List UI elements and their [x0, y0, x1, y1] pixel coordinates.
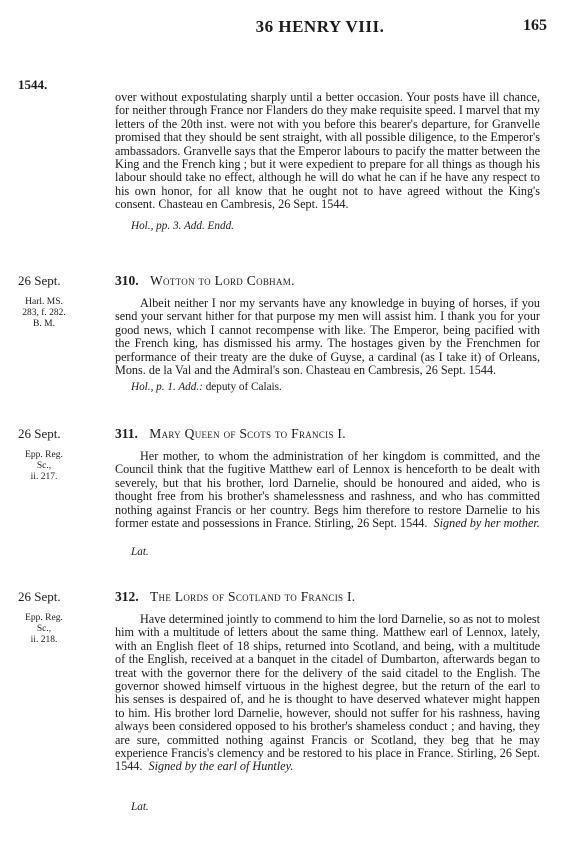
entry-312-paragraph	[115, 613, 540, 774]
entry-310-heading	[115, 273, 295, 289]
reference-line: Harl. MS.	[25, 297, 63, 307]
entry-311-date: 26 Sept.	[18, 426, 61, 441]
entry-312-date: 26 Sept.	[18, 589, 61, 604]
note-plain: deputy of Calais.	[202, 381, 282, 393]
entry-311-text: Her mother, to whom the administration of her kingdom is committed, and the Council think that the fugitive Matthew earl of Lennox is henceforth to be dealt with severely, but that his brother, lord Darnelie, should be honoured and aided, who is thought free from his brother's shamelessness and rashness, and who has committed nothing against Francis or her country. Begs him therefore to restore Darnelie to his former estate and possessions in France. Stirling, 26 Sept. 1544.	[115, 449, 540, 531]
margin-year: 1544.	[18, 77, 48, 92]
note-italic: Hol., p. 1. Add.:	[131, 381, 203, 393]
page-header	[0, 17, 567, 39]
entry-311-heading	[115, 426, 346, 442]
entry-310-title: Wotton to Lord Cobham.	[150, 273, 295, 288]
entry-311-note: Lat.	[131, 546, 149, 558]
entry-310-paragraph: Albeit neither I nor my servants have any knowledge in buying of horses, if you send your servant hither for that purpose my men will assist him. I thank you for your good news, which I cannot recompense with like. The Emperor, being pacified with the French king, has dismissed his army. The hostages given by the Frenchmen for performance of their treaty are the duke of Guyse, a cardinal (as I take it) of Orleans, Mons. de la Val and the Admiral's son. Chasteau en Cambresis, 26 Sept. 1544.	[115, 296, 540, 378]
continuation-paragraph: over without expostulating sharply until a better occasion. Your posts have ill chance, for neither through France nor Flanders do they make requisite speed. I marvel that my letters of the 20th inst. were not with you before this bearer's departure, for Granvelle promised that they should be sent straight, with all possible diligence, to the Emperor's ambassadors. Granvelle says that the Emperor labours to pacify the matter between the King and the French king ; but it were expedient to prepare for all things as though his labour should take no effect, although he will do what he can if he have any respect to his own honor, for all know that he ought not to have agreed without the King's consent. Chasteau en Cambresis, 26 Sept. 1544.	[115, 90, 540, 212]
reference-line: Epp. Reg. Sc.,	[25, 613, 63, 634]
entry-312-number: 312.	[115, 589, 139, 604]
entry-312-note: Lat.	[131, 801, 149, 813]
entry-311-signature: Signed by her mother.	[433, 516, 540, 531]
reference-line: B. M.	[33, 319, 55, 329]
entry-311-title: Mary Queen of Scots to Francis I.	[149, 426, 346, 441]
entry-310-note	[131, 381, 282, 394]
entry-312-heading	[115, 589, 355, 605]
reference-line: 283, f. 282.	[22, 308, 66, 318]
entry-311-number: 311.	[115, 426, 138, 441]
running-title: 36 HENRY VIII.	[255, 17, 385, 36]
continuation-note: Hol., pp. 3. Add. Endd.	[131, 220, 234, 232]
entry-310-number: 310.	[115, 273, 139, 288]
entry-312-text: Have determined jointly to commend to him the lord Darnelie, so as not to molest him with a multitude of letters about the same thing. Matthew earl of Lennox, lately, with an English fleet of 18 ships, returned into Scotland, and being, with a multitude of the English, received at a banquet in the citadel of Dumbarton, afterwards began to treat with the governor there for the delivery of the said citadel to the English. The governor showed himself virtuous in the highest degree, but the return of the earl to his senses is despaired of, and he is thought to have deserved whatever might happen to him. His brother lord Darnelie, however, should not suffer for his rashness, having always been considered opposed to his brother's shameless conduct ; and having, they are sure, committed nothing against Francis or Scotland, they beg that he may experience Francis's clemency and be restored to his place in France. Stirling, 26 Sept. 1544.	[115, 612, 540, 774]
entry-311-paragraph	[115, 450, 540, 530]
reference-line: ii. 218.	[30, 635, 58, 645]
entry-311-reference	[18, 450, 70, 483]
entry-310-date: 26 Sept.	[18, 273, 61, 288]
page-number: 165	[523, 17, 547, 34]
reference-line: ii. 217.	[30, 472, 58, 482]
reference-line: Epp. Reg. Sc.,	[25, 450, 63, 471]
entry-312-title: The Lords of Scotland to Francis I.	[150, 589, 356, 604]
entry-312-reference	[18, 613, 70, 646]
entry-312-signature: Signed by the earl of Huntley.	[148, 759, 294, 774]
entry-310-reference	[18, 297, 70, 330]
